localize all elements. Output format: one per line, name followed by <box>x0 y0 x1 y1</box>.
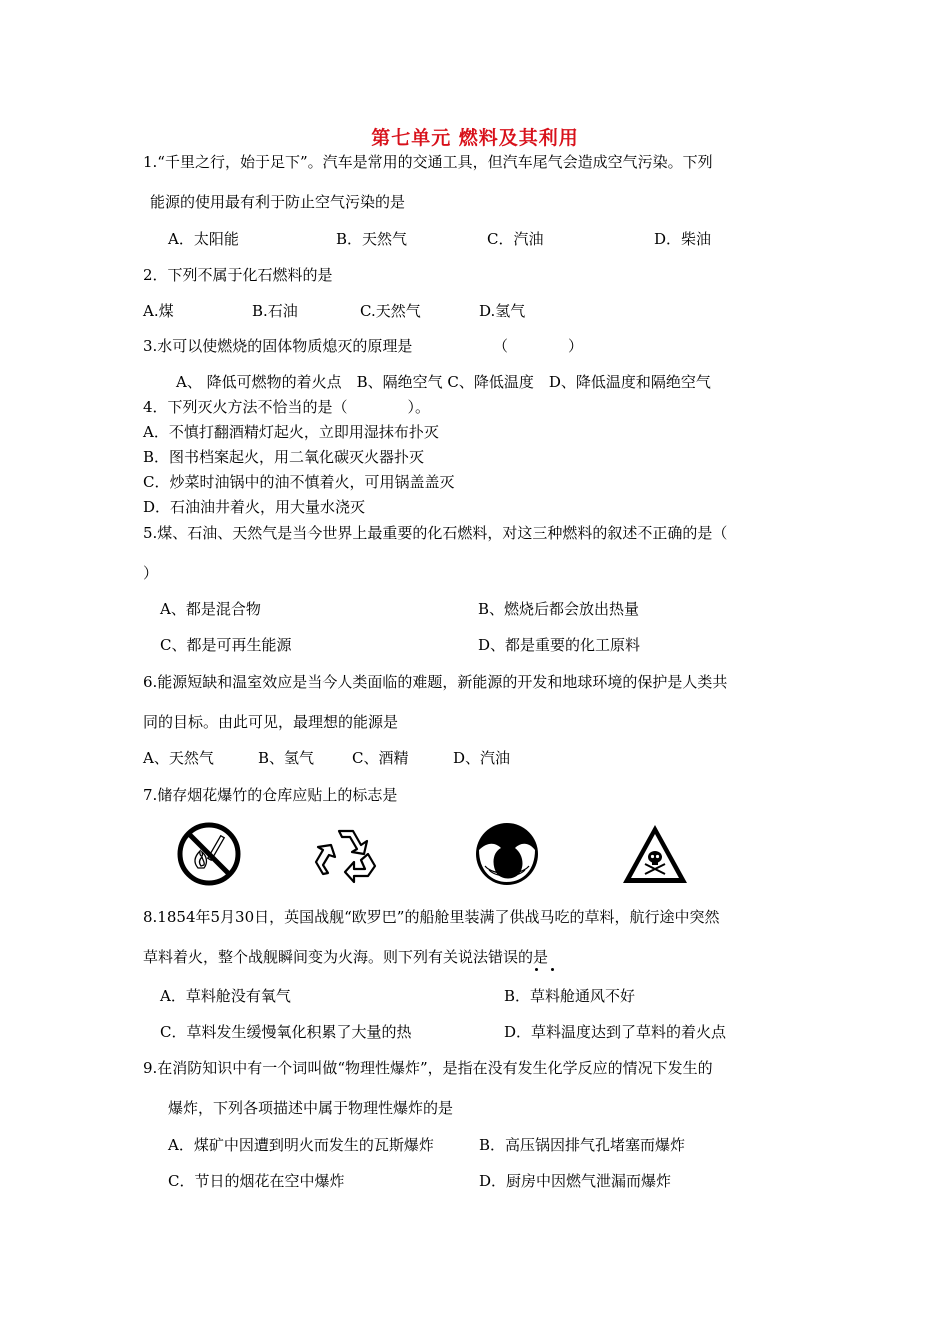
q8-option-c: C．草料发生缓慢氧化积累了大量的热 <box>160 1023 412 1041</box>
question-7-text: 7.储存烟花爆竹的仓库应贴上的标志是 <box>143 786 398 804</box>
q9-option-d: D．厨房中因燃气泄漏而爆炸 <box>479 1172 672 1190</box>
no-fire-icon <box>176 821 242 887</box>
q1-option-d: D．柴油 <box>654 230 712 248</box>
q8-option-a: A．草料舱没有氧气 <box>160 987 291 1005</box>
q5-option-b: B、燃烧后都会放出热量 <box>478 600 640 618</box>
q6-option-a: A、天然气 <box>143 749 214 767</box>
q9-option-c: C．节日的烟花在空中爆炸 <box>168 1172 345 1190</box>
q6-option-b: B、氢气 <box>258 749 315 767</box>
page-title: 第七单元 燃料及其利用 <box>371 127 579 149</box>
q2-option-c: C.天然气 <box>360 302 421 320</box>
q4-option-a: A．不慎打翻酒精灯起火，立即用湿抹布扑灭 <box>143 423 439 441</box>
q2-option-b: B.石油 <box>252 302 298 320</box>
q2-option-a: A.煤 <box>143 302 174 320</box>
q5-option-d: D、都是重要的化工原料 <box>478 636 641 654</box>
question-6-text: 6.能源短缺和温室效应是当今人类面临的难题，新能源的开发和地球环境的保护是人类共 <box>143 673 728 691</box>
question-4-text: 4．下列灭火方法不恰当的是（ ）。 <box>143 398 431 416</box>
q6-option-c: C、酒精 <box>352 749 409 767</box>
question-1-text: 1.“千里之行，始于足下”。汽车是常用的交通工具，但汽车尾气会造成空气污染。下列 <box>143 153 713 171</box>
q4-option-d: D．石油油井着火，用大量水浇灭 <box>143 498 366 516</box>
water-saving-icon <box>473 820 541 888</box>
question-8-text: 8.1854年5月30日，英国战舰“欧罗巴”的船舱里装满了供战马吃的草料，航行途中突然 <box>143 908 720 926</box>
q2-option-d: D.氢气 <box>479 302 526 320</box>
recycle-icon <box>312 826 380 884</box>
emphasis-dot <box>551 968 554 971</box>
question-9-text-cont: 爆炸，下列各项描述中属于物理性爆炸的是 <box>168 1099 454 1117</box>
q9-option-a: A．煤矿中因遭到明火而发生的瓦斯爆炸 <box>168 1136 434 1154</box>
emphasis-dot <box>535 968 538 971</box>
q1-option-a: A．太阳能 <box>168 230 239 248</box>
question-8-text-cont: 草料着火，整个战舰瞬间变为火海。则下列有关说法错误的是 <box>143 948 549 966</box>
question-2-text: 2．下列不属于化石燃料的是 <box>143 266 333 284</box>
q4-option-c: C．炒菜时油锅中的油不慎着火，可用锅盖盖灭 <box>143 473 455 491</box>
question-3-text: 3.水可以使燃烧的固体物质熄灭的原理是 <box>143 337 413 355</box>
q5-option-a: A、都是混合物 <box>160 600 261 618</box>
q4-option-b: B．图书档案起火，用二氧化碳灭火器扑灭 <box>143 448 425 466</box>
question-5-text: 5.煤、石油、天然气是当今世界上最重要的化石燃料，对这三种燃料的叙述不正确的是（ <box>143 524 728 542</box>
question-9-text: 9.在消防知识中有一个词叫做“物理性爆炸”，是指在没有发生化学反应的情况下发生的 <box>143 1059 713 1077</box>
poison-warning-icon <box>621 822 689 886</box>
question-6-text-cont: 同的目标。由此可见，最理想的能源是 <box>143 713 399 731</box>
question-5-text-cont: ） <box>143 564 159 582</box>
question-1-text-cont: 能源的使用最有利于防止空气污染的是 <box>150 193 406 211</box>
q1-option-c: C．汽油 <box>487 230 544 248</box>
question-3-answer-blank: （ ） <box>493 337 584 355</box>
q8-option-d: D．草料温度达到了草料的着火点 <box>504 1023 727 1041</box>
q5-option-c: C、都是可再生能源 <box>160 636 292 654</box>
q3-options: A、 降低可燃物的着火点 B、隔绝空气 C、降低温度 D、降低温度和隔绝空气 <box>176 373 711 391</box>
q9-option-b: B．高压锅因排气孔堵塞而爆炸 <box>479 1136 686 1154</box>
q1-option-b: B．天然气 <box>336 230 408 248</box>
q8-option-b: B．草料舱通风不好 <box>504 987 636 1005</box>
q6-option-d: D、汽油 <box>453 749 511 767</box>
